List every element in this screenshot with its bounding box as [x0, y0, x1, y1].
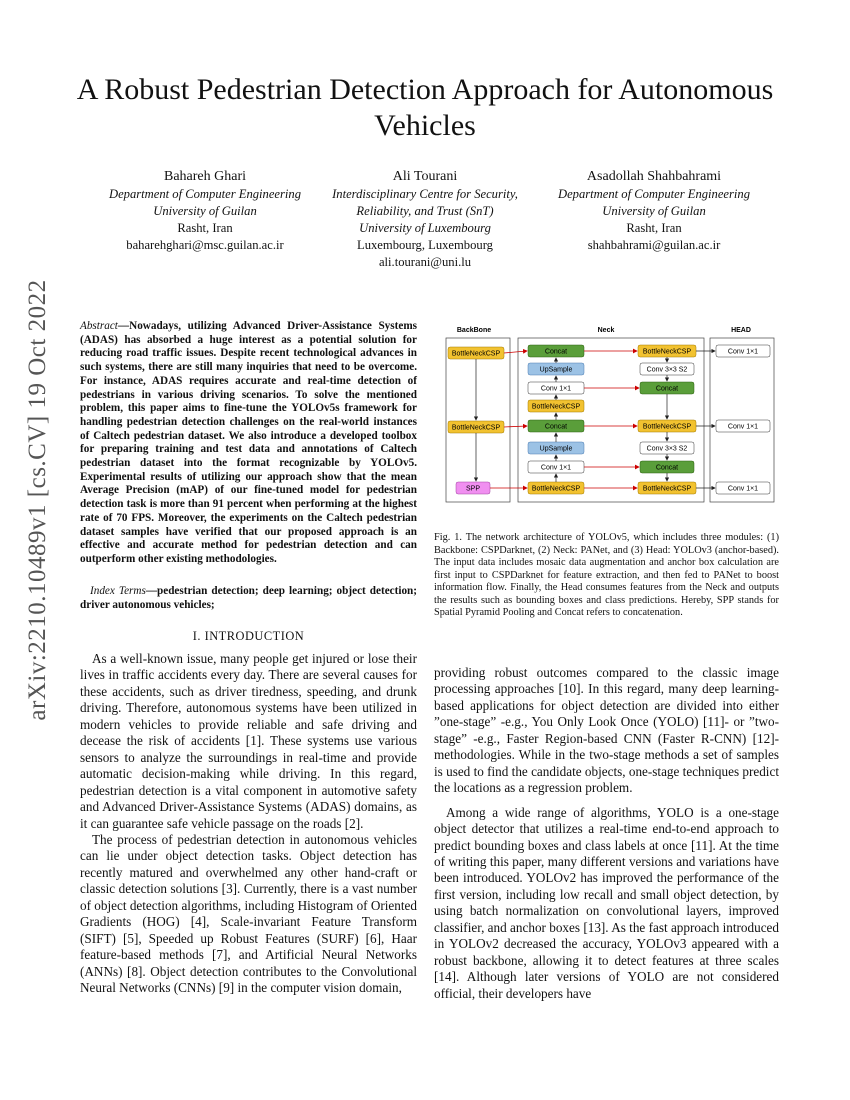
- author-affiliation: Reliability, and Trust (SnT): [356, 204, 494, 218]
- author-affiliation: University of Guilan: [602, 204, 706, 218]
- author-email: shahbahrami@guilan.ac.ir: [587, 238, 721, 252]
- figure-caption: Fig. 1. The network architecture of YOLOv5, which includes three modules: (1) Backbone: CSPDarknet, (2) Neck: PANet, and (3) Head: YOLOv3 (anchor-based). The input data includes mosaic data augmentation and anchor box calculation are first input to CSPDarknet for feature extraction, and then fed to PANet to boost information flow. Finally, the Head consumes features from the Neck and outputs the results such as bounding boxes and class predictions. Hereby, SPP stands for Spatial Pyramid Pooling and Concat refers to concatenation.: [434, 532, 779, 618]
- author-2: [300, 168, 550, 271]
- spp-label: SPP: [465, 485, 481, 493]
- author-1: [80, 168, 330, 254]
- neck-concat-4-label: Concat: [655, 464, 679, 472]
- intro-column-left: [80, 651, 417, 997]
- neck-upsample-2-label: UpSample: [539, 445, 573, 453]
- paragraph: The process of pedestrian detection in autonomous vehicles can lie under object detection tasks. Object detection has recently matured and overwhelmed any other hand-craft or classic detection solutions [3]. Currently, there is a vast number of object detection algorithms, including Histogram of Oriented Gradients (HOG) [4], Scale-invariant Feature Transform (SIFT) [5], Speeded up Robust Features (SURF) [6], Haar feature-based methods [7], and Artificial Neural Networks (ANNs) [8]. Object detection contributes to the Convolutional Neural Networks (CNNs) [9] in the computer vision domain,: [80, 831, 417, 996]
- neck-bottleneck-1-label: BottleNeckCSP: [531, 403, 581, 411]
- abstract-label: Abstract: [80, 320, 118, 332]
- section-heading: I. INTRODUCTION: [192, 629, 305, 643]
- author-affiliation: Department of Computer Engineering: [557, 187, 751, 201]
- author-email: baharehghari@msc.guilan.ac.ir: [126, 238, 284, 252]
- neck-concat-1-label: Concat: [544, 348, 568, 356]
- paragraph: Among a wide range of algorithms, YOLO is a one-stage object detector that utilizes a real-time end-to-end approach to predict bounding boxes and class labels at once [11]. At the time of writing this paper, many different versions and variations have been introduced. YOLOv2 has improved the performance of the first version, including low recall and small object detection, by using batch normalization on convolutional layers, improved classifier, and anchor boxes [13]. As the fast approach introduced in YOLOv2 decreased the accuracy, YOLOv3 appeared with a robust backbone, allowing it to detect features at three scales [14]. Although later versions of YOLO are not considered official, their developers have: [434, 804, 779, 1001]
- neck-bottleneck-3-label: BottleNeckCSP: [642, 348, 692, 356]
- abstract: [80, 320, 417, 567]
- author-affiliation: University of Luxembourg: [359, 221, 491, 235]
- neck-upsample-1-label: UpSample: [539, 366, 573, 374]
- author-name: Ali Tourani: [392, 169, 458, 184]
- paragraph: As a well-known issue, many people get injured or lose their lives in traffic accidents every day. There are several causes for these accidents, such as driver tiredness, speeding, and drunk driving. Therefore, autonomous systems have been utilized in modern vehicles to provide reliable and safe driving and decease the risk of accidents [1]. These systems use various sensors to analyze the surroundings in real-time and provide automatic decision-making while driving. In this regard, pedestrian detection is a vital component in automotive safety and Advanced Driver-Assistance Systems (ADAS) domains, as it can guarantee safe vehicle passage on the roads [2].: [80, 651, 417, 831]
- neck-concat-3-label: Concat: [655, 385, 679, 393]
- author-3: [529, 168, 779, 254]
- paper-title: A Robust Pedestrian Detection Approach for Autonomous Vehicles: [76, 73, 774, 142]
- head-conv-1-label: Conv 1×1: [727, 348, 759, 356]
- backbone-bottleneck-1-label: BottleNeckCSP: [451, 350, 501, 358]
- neck-conv3-2-label: Conv 3×3 S2: [646, 445, 688, 453]
- yolov5-architecture-diagram: [434, 322, 780, 508]
- paragraph: providing robust outcomes compared to the classic image processing approaches [10]. In this regard, many deep learning-based applications for object detection are divided into either ”one-stage” -e.g., You Only Look Once (YOLO) [11]- or ”two-stage” -e.g., Faster Region-based CNN (Faster R-CNN) [12]- methodologies. While in the two-stage methods a set of samples is used to find the candidate objects, one-stage techniques predict the locations as a regression problem.: [434, 665, 779, 796]
- index-terms-text: —pedestrian detection; deep learning; object detection; driver autonomous vehicles;: [80, 585, 418, 611]
- author-location: Luxembourg, Luxembourg: [357, 238, 493, 252]
- head-label: HEAD: [731, 327, 751, 334]
- abstract-text: —Nowadays, utilizing Advanced Driver-Assistance Systems (ADAS) has absorbed a huge interest as a potential solution for reducing road traffic issues. Despite recent technological advances in such systems, there are still many inquiries that need to be overcome. For instance, ADAS requires accurate and real-time detection of pedestrians in various driving scenarios. To solve the mentioned problem, this paper aims to fine-tune the YOLOv5s framework for handling pedestrian detection challenges on the real-world instances of Caltech pedestrian dataset. We also introduce a developed toolbox for preparing training and test data and annotations of Caltech pedestrian dataset into the format recognizable by YOLOv5. Experimental results of utilizing our approach show that the mean Average Precision (mAP) of our fine-tuned model for pedestrian detection task is more than 91 percent when performing at the highest rate of 70 FPS. Moreover, the experiments on the Caltech pedestrian dataset samples have verified that our proposed approach is an effective and accurate method for pedestrian detection and can outperform other existing methodologies.: [80, 320, 417, 565]
- neck-conv1-2-label: Conv 1×1: [540, 464, 572, 472]
- backbone-label: BackBone: [456, 327, 492, 334]
- neck-bottleneck-2-label: BottleNeckCSP: [531, 485, 581, 493]
- author-affiliation: Interdisciplinary Centre for Security,: [332, 187, 518, 201]
- neck-conv3-1-label: Conv 3×3 S2: [646, 366, 688, 374]
- head-conv-3-label: Conv 1×1: [727, 485, 759, 493]
- author-name: Asadollah Shahbahrami: [586, 169, 722, 184]
- author-affiliation: University of Guilan: [153, 204, 257, 218]
- arxiv-side-label: arXiv:2210.10489v1 [cs.CV] 19 Oct 2022: [24, 279, 51, 721]
- head-conv-2-label: Conv 1×1: [727, 423, 759, 431]
- neck-concat-2-label: Concat: [544, 423, 568, 431]
- author-name: Bahareh Ghari: [163, 169, 247, 184]
- author-affiliation: Department of Computer Engineering: [108, 187, 302, 201]
- backbone-bottleneck-2-label: BottleNeckCSP: [451, 424, 501, 432]
- intro-column-right: [434, 665, 779, 1002]
- neck-bottleneck-4-label: BottleNeckCSP: [642, 423, 692, 431]
- author-location: Rasht, Iran: [177, 221, 233, 235]
- index-terms-label: Index Terms: [90, 585, 146, 597]
- index-terms: [80, 585, 417, 612]
- neck-conv1-1-label: Conv 1×1: [540, 385, 572, 393]
- neck-bottleneck-5-label: BottleNeckCSP: [642, 485, 692, 493]
- author-email: ali.tourani@uni.lu: [378, 255, 472, 269]
- neck-label: Neck: [597, 327, 615, 334]
- author-location: Rasht, Iran: [626, 221, 682, 235]
